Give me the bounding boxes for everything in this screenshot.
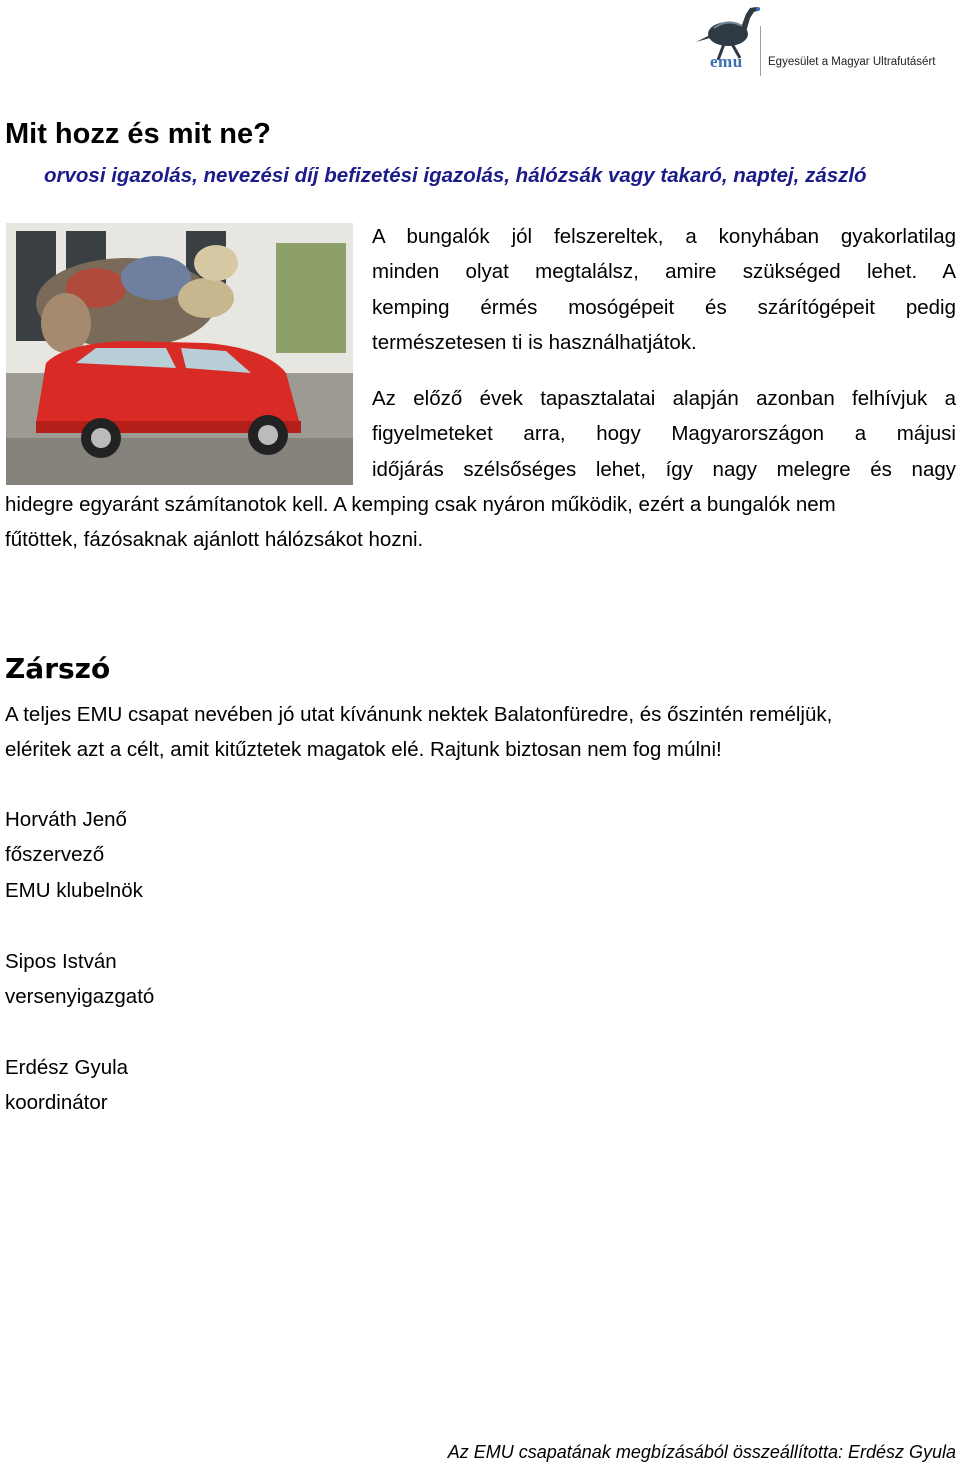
text-line: eléritek azt a célt, amit kitűztetek magatok elé. Rajtunk biztosan nem fog múlni! <box>5 738 722 762</box>
text-line: hidegre egyaránt számítanotok kell. A kemping csak nyáron működik, ezért a bungalók nem <box>5 493 836 516</box>
logo-wordmark: emu <box>710 52 743 71</box>
signature-name: Erdész Gyula <box>5 1056 129 1079</box>
page-footer: Az EMU csapatának megbízásából összeállította: Erdész Gyula <box>447 1442 956 1462</box>
signature-role: EMU klubelnök <box>5 878 143 902</box>
text-line: fűtöttek, fázósaknak ajánlott hálózsákot hozni. <box>5 528 424 552</box>
text-line: Az előző évek tapasztalatai alapján azonban felhívjuk a <box>372 387 956 410</box>
emu-logo <box>688 4 954 80</box>
signature-name: Horváth Jenő <box>5 808 127 831</box>
logo-tagline: Egyesület a Magyar Ultrafutásért <box>768 56 936 68</box>
signature-name: Sipos István <box>5 950 117 973</box>
paragraph-closing <box>5 697 957 768</box>
section-title: Mit hozz és mit ne? <box>5 118 271 150</box>
paragraph-weather-continued <box>5 487 957 558</box>
signature-role: koordinátor <box>5 1091 108 1115</box>
text-line: A bungalók jól felszereltek, a konyhában gyakorlatilag <box>372 225 956 248</box>
text-line: természetesen ti is használhatjátok. <box>372 331 697 355</box>
paragraph-equipment <box>372 219 956 361</box>
closing-title: Zárszó <box>5 652 111 685</box>
text-line: figyelmeteket arra, hogy Magyarországon a májusi <box>372 422 956 446</box>
overloaded-car-photo <box>6 223 353 485</box>
text-line: A teljes EMU csapat nevében jó utat kívánunk nektek Balatonfüredre, és őszintén reméljük, <box>5 703 833 726</box>
text-line: minden olyat megtalálsz, amire szükséged lehet. A <box>372 260 956 284</box>
signature-role: versenyigazgató <box>5 985 155 1009</box>
signature-block <box>5 944 154 1015</box>
signature-block <box>5 802 143 908</box>
signature-role: főszervező <box>5 843 105 867</box>
text-line: időjárás szélsőséges lehet, így nagy melegre és nagy <box>372 457 956 481</box>
paragraph-weather <box>372 381 956 487</box>
text-line: kemping érmés mosógépeit és szárítógépeit pedig <box>372 295 956 319</box>
signature-block <box>5 1050 128 1121</box>
packing-checklist: orvosi igazolás, nevezési díj befizetési igazolás, hálózsák vagy takaró, naptej, zászló <box>44 164 867 187</box>
logo-divider <box>760 26 761 76</box>
